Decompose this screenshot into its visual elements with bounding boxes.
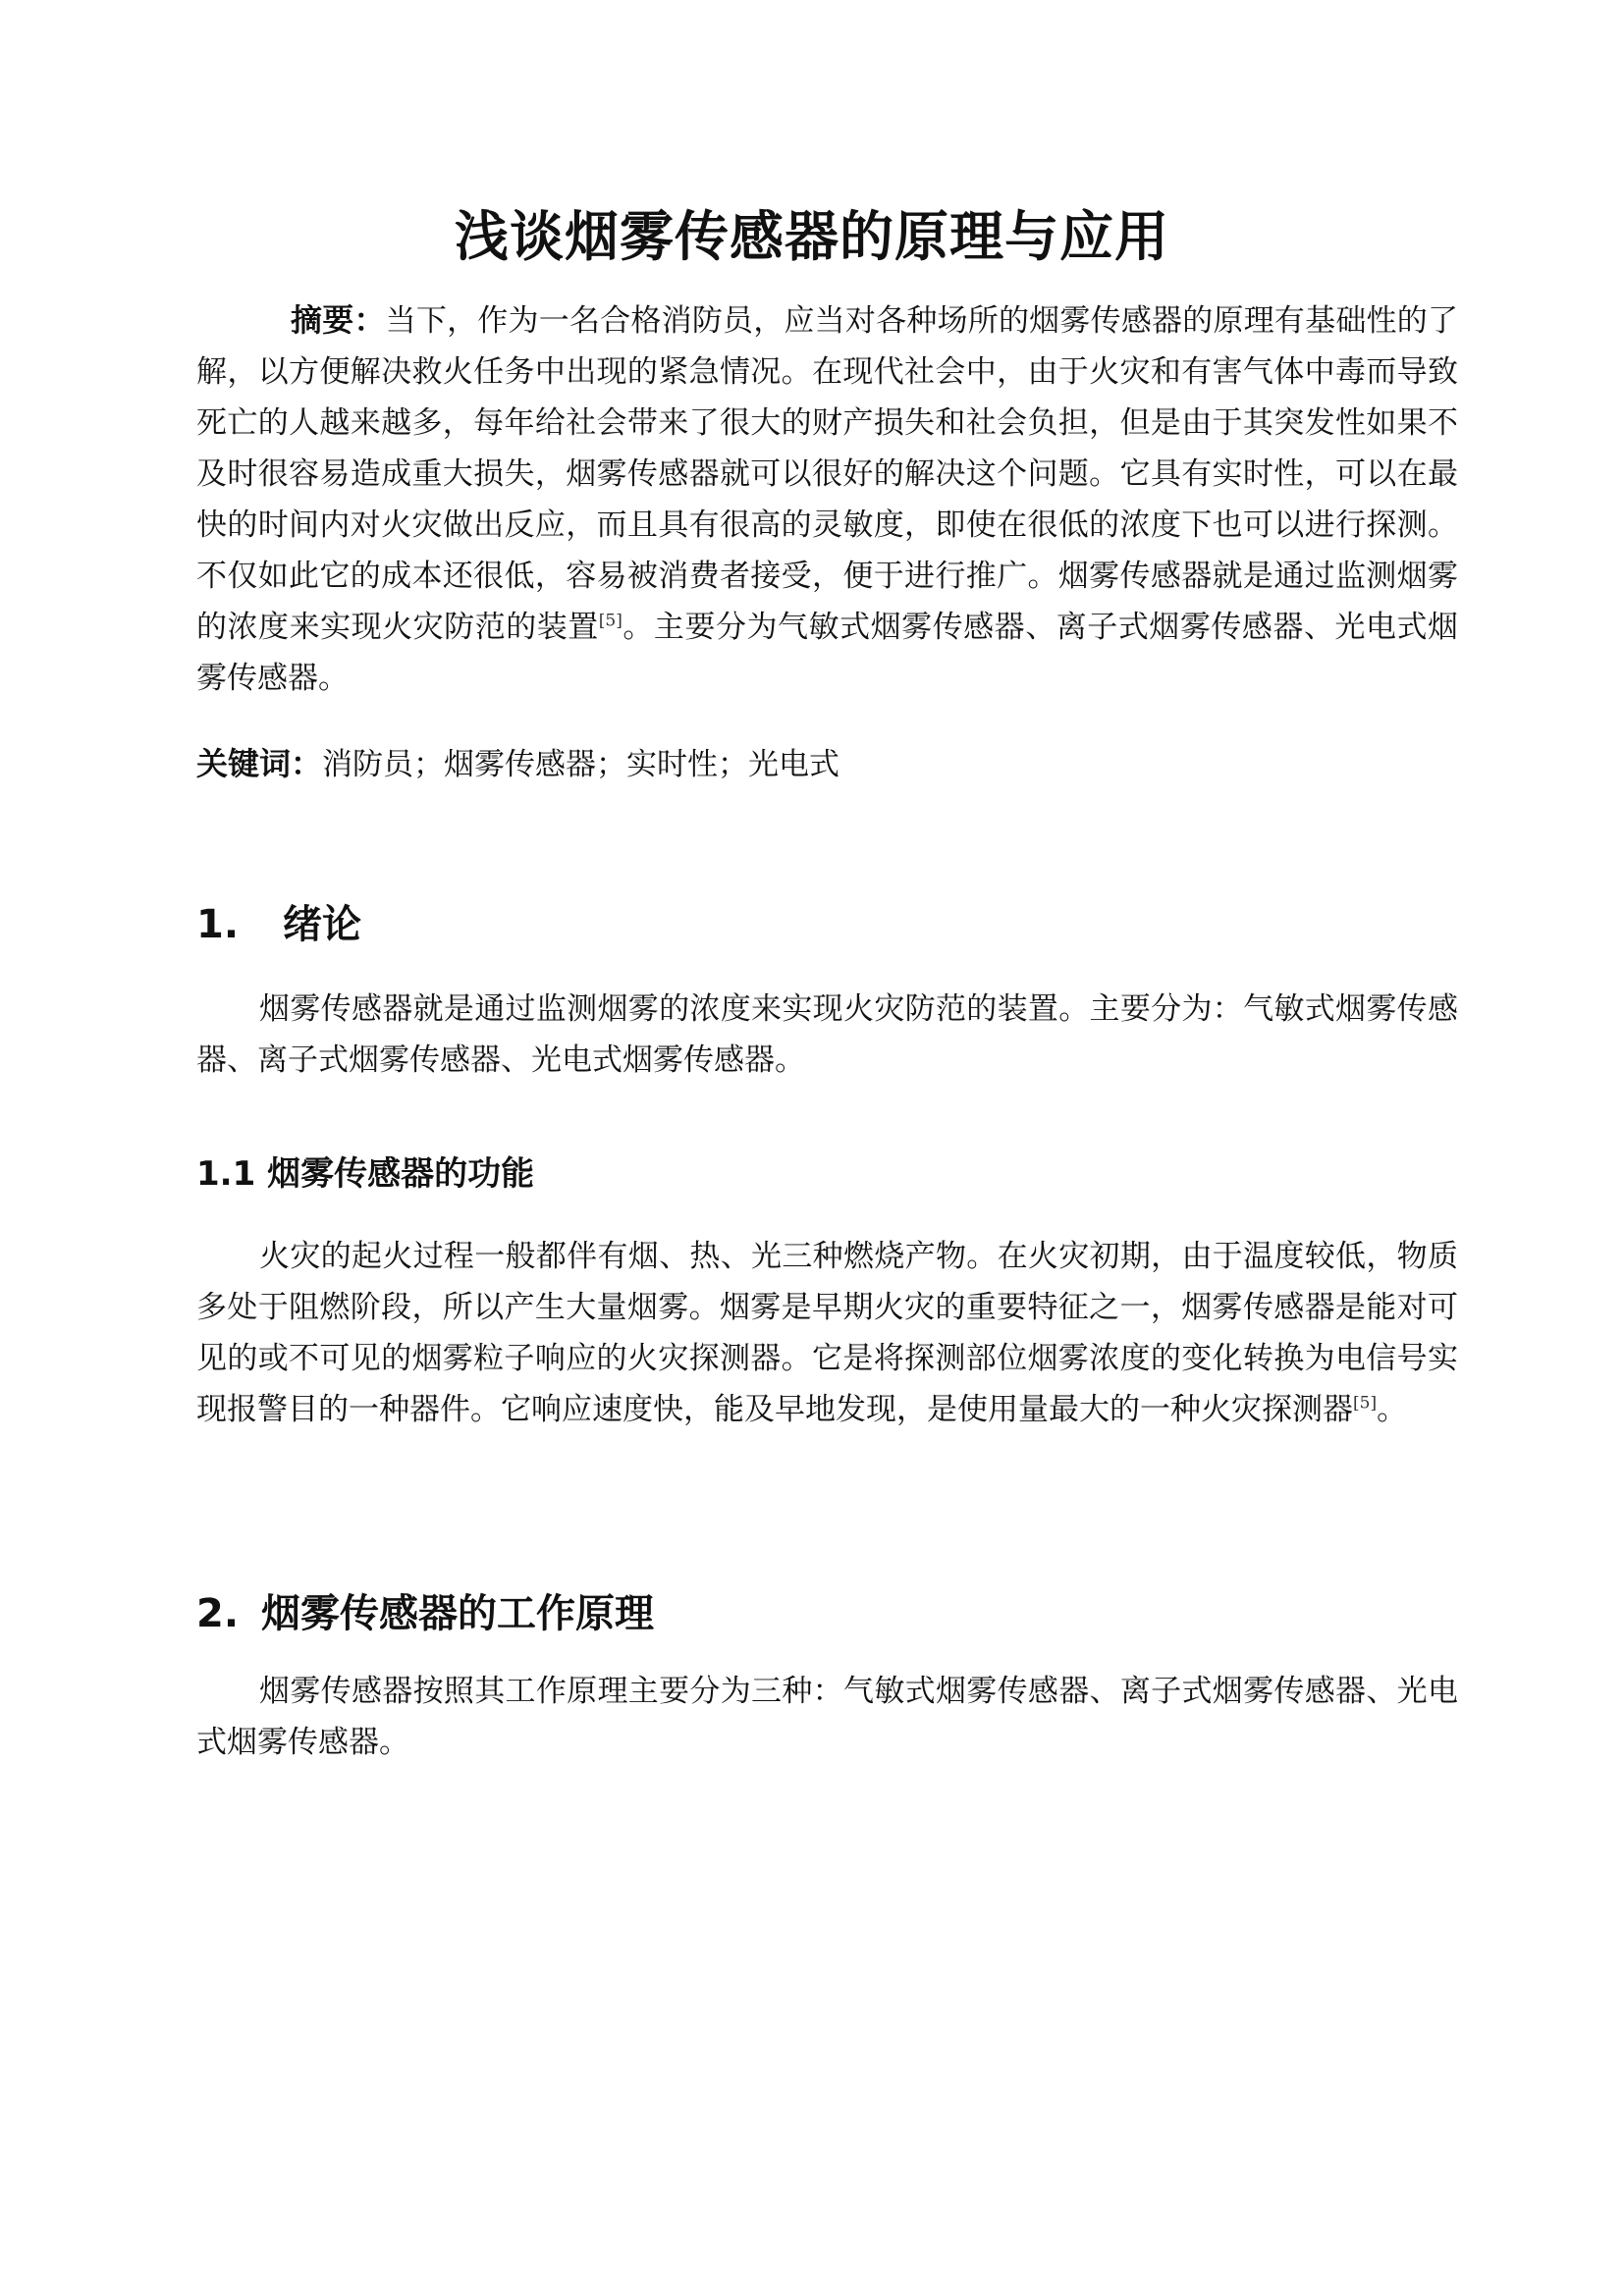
abstract-text-end: 。主要分为气敏式烟雾传感器、离子式烟雾传感器、光电式烟雾传感器。 <box>196 610 1458 696</box>
section-1-paragraph: 烟雾传感器就是通过监测烟雾的浓度来实现火灾防范的装置。主要分为：气敏式烟雾传感器、离子式烟雾传感器、光电式烟雾传感器。 <box>196 991 1458 1078</box>
abstract-text: 当下，作为一名合格消防员，应当对各种场所的烟雾传感器的原理有基础性的了解，以方便解决救火任务中出现的紧急情况。在现代社会中，由于火灾和有害气体中毒而导致死亡的人越来越多，每年给社会带来了很大的财产损失和社会负担，但是由于其突发性如果不及时很容易造成重大损失，烟雾传感器就可以很好的解决这个问题。它具有实时性，可以在最快的时间内对火灾做出反应，而且具有很高的灵敏度，即使在很低的浓度下也可以进行探测。不仅如此它的成本还很低，容易被消费者接受，便于进行推广。烟雾传感器就是通过监测烟雾的浓度来实现火灾防范的装置 <box>196 303 1458 645</box>
subsection-1-1-text: 火灾的起火过程一般都伴有烟、热、光三种燃烧产物。在火灾初期，由于温度较低，物质多处于阻燃阶段，所以产生大量烟雾。烟雾是早期火灾的重要特征之一，烟雾传感器是能对可见的或不可见的烟雾粒子响应的火灾探测器。它是将探测部位烟雾浓度的变化转换为电信号实现报警目的一种器件。它响应速度快，能及早地发现，是使用量最大的一种火灾探测器 <box>196 1239 1458 1427</box>
section-2-heading <box>196 1586 654 1641</box>
abstract-label: 摘要： <box>291 301 386 339</box>
section-1-heading <box>196 897 361 952</box>
abstract-paragraph <box>196 294 1458 704</box>
keywords-text: 消防员；烟雾传感器；实时性；光电式 <box>322 747 840 782</box>
subsection-1-1-citation: [5] <box>1353 1393 1378 1414</box>
paper-title: 浅谈烟雾传感器的原理与应用 <box>454 205 1169 268</box>
section-1-title: 绪论 <box>283 902 361 947</box>
subsection-1-1-number: 1.1 <box>196 1154 256 1194</box>
abstract-citation: [5] <box>598 611 623 631</box>
keywords-label: 关键词： <box>196 745 323 782</box>
subsection-1-1-text-end: 。 <box>1377 1392 1408 1427</box>
section-2-title: 烟雾传感器的工作原理 <box>261 1591 654 1636</box>
subsection-1-1-paragraph <box>196 1231 1458 1435</box>
section-1-number: 1. <box>196 902 240 947</box>
section-2-paragraph: 烟雾传感器按照其工作原理主要分为三种：气敏式烟雾传感器、离子式烟雾传感器、光电式烟雾传感器。 <box>196 1674 1458 1760</box>
subsection-1-1-title: 烟雾传感器的功能 <box>267 1154 535 1194</box>
section-2-number: 2. <box>196 1591 240 1636</box>
keywords-line <box>196 738 1458 790</box>
subsection-1-1-heading <box>196 1150 534 1198</box>
